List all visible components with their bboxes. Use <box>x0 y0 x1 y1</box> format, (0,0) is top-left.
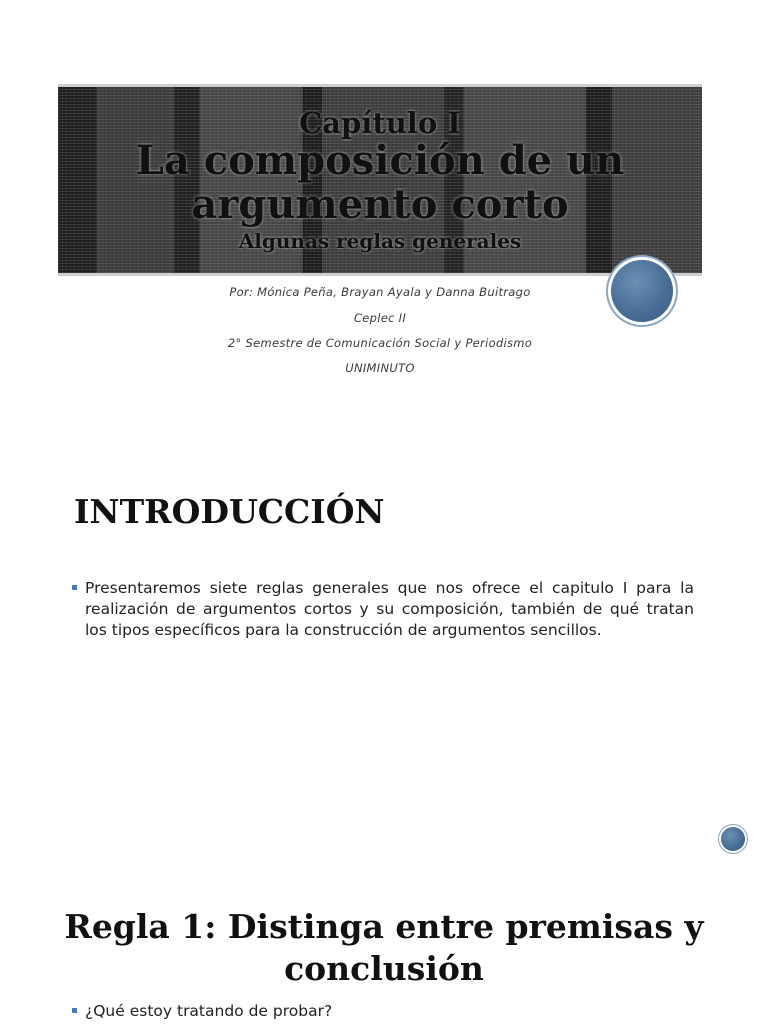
rule1-heading: Regla 1: Distinga entre premisas y conclusión <box>64 907 704 988</box>
intro-heading: INTRODUCCIÓN <box>74 492 385 531</box>
course-line: Ceplec II <box>353 311 407 325</box>
bullet-square-icon <box>72 1008 77 1013</box>
presentation-subtitle: Algunas reglas generales <box>238 229 522 253</box>
school-line: UNIMINUTO <box>345 361 415 375</box>
intro-bullet-text: Presentaremos siete reglas generales que nos ofrece el capitulo I para la realización de argumentos cortos y su composición, también de qué tratan los tipos específicos para la construcción de argumentos sencillos. <box>85 579 694 639</box>
title-banner <box>58 84 702 276</box>
semester-line: 2° Semestre de Comunicación Social y Periodismo <box>227 336 533 350</box>
rule1-slide <box>0 870 768 1024</box>
decorative-circle-icon <box>721 827 745 851</box>
intro-bullet <box>72 578 694 641</box>
presentation-title: La composición de un argumento corto <box>135 137 625 228</box>
intro-slide <box>0 410 768 870</box>
banner-text <box>58 87 702 273</box>
rule1-bullet-text: ¿Qué estoy tratando de probar? <box>85 1002 333 1020</box>
bullet-square-icon <box>72 585 77 590</box>
rule1-bullet <box>72 1001 694 1022</box>
chapter-label: Capítulo I <box>299 106 461 140</box>
authors-line: Por: Mónica Peña, Brayan Ayala y Danna Buitrago <box>229 285 531 299</box>
decorative-circle-icon <box>611 260 673 322</box>
title-slide <box>0 0 768 410</box>
